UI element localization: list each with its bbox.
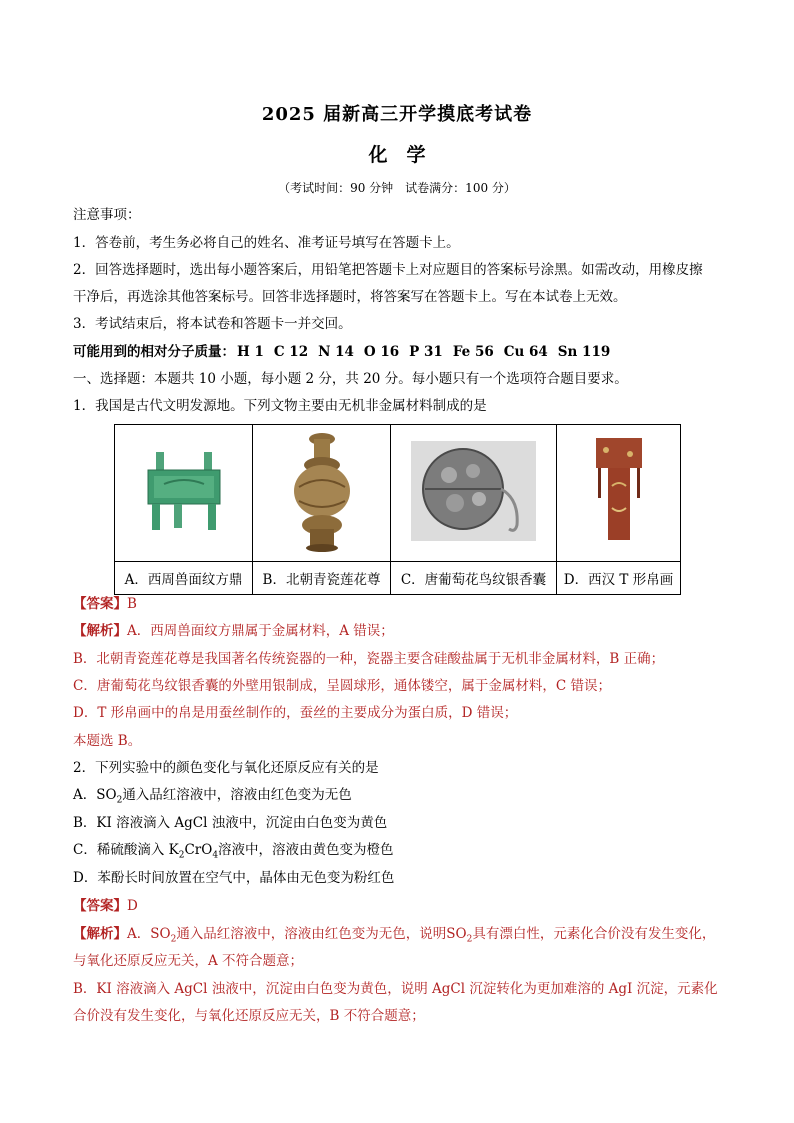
answer-line <box>73 594 137 614</box>
analysis-text: C．唐葡萄花鸟纹银香囊的外壁用银制成，呈圆球形，通体镂空，属于金属材料，C 错误； <box>73 678 611 694</box>
relic-cell <box>557 425 681 562</box>
analysis-text: 具有漂白性，元素化合价没有发生变化， <box>472 926 716 942</box>
notice-item: 1．答卷前，考生务必将自己的姓名、准考证号填写在答题卡上。 <box>73 235 460 251</box>
analysis-line <box>73 621 394 641</box>
mass-value: Fe 56 <box>452 344 494 360</box>
answer-line <box>73 896 138 916</box>
option-text: A． <box>73 787 97 803</box>
mass-value: Cu 64 <box>503 344 548 360</box>
question-1-stem: 1．我国是古代文明发源地。下列文物主要由无机非金属材料制成的是 <box>73 398 487 414</box>
mass-value: Sn 119 <box>557 344 611 360</box>
answer-value: D <box>127 898 138 914</box>
notice-item: 干净后，再选涂其他答案标号。回答非选择题时，将答案写在答题卡上。写在本试卷上无效。 <box>73 289 627 305</box>
q2-option-b: B．KI 溶液滴入 AgCl 浊液中，沉淀由白色变为黄色 <box>73 815 388 831</box>
formula: CrO <box>184 842 213 858</box>
q2-option-a <box>73 785 352 811</box>
answer-value: B <box>127 596 137 612</box>
q2-option-c <box>73 840 394 866</box>
formula: K <box>168 842 179 858</box>
masses-label: 可能用到的相对分子质量： <box>73 344 235 360</box>
option-text: C．稀硫酸滴入 <box>73 842 169 858</box>
relic-cell <box>391 425 557 562</box>
mass-value: O 16 <box>363 344 400 360</box>
answer-tag: 【答案】 <box>73 898 127 914</box>
porcelain-vase-icon <box>287 429 357 554</box>
relics-table <box>114 424 681 595</box>
mass-value: N 14 <box>318 344 354 360</box>
page-title: 2025 届新高三开学摸底考试卷 <box>261 104 533 125</box>
formula: SO <box>96 787 117 803</box>
analysis-tag: 【解析】 <box>73 623 127 639</box>
relic-cell <box>115 425 253 562</box>
subscript: 2 <box>178 850 185 861</box>
notice-heading: 注意事项： <box>73 207 141 223</box>
notice-item: 2．回答选择题时，选出每小题答案后，用铅笔把答题卡上对应题目的答案标号涂黑。如需改动，用橡皮擦 <box>73 262 703 278</box>
analysis-text: A．SO <box>127 926 171 942</box>
bronze-ding-icon <box>134 444 234 539</box>
analysis-text: B．KI 溶液滴入 AgCl 浊液中，沉淀由白色变为黄色，说明 AgCl 沉淀转化为更加难溶的 AgI 沉淀，元素化 <box>73 981 718 997</box>
subscript: 4 <box>212 850 219 861</box>
analysis-text: D．T 形帛画中的帛是用蚕丝制作的，蚕丝的主要成分为蛋白质，D 错误； <box>73 705 518 721</box>
silver-sachet-icon <box>411 441 536 541</box>
mass-value: H 1 <box>237 344 264 360</box>
question-2-stem: 2．下列实验中的颜色变化与氧化还原反应有关的是 <box>73 760 379 776</box>
subject-title: 化 学 <box>368 144 426 166</box>
atomic-masses <box>73 342 620 362</box>
analysis-text: 通入品红溶液中，溶液由红色变为无色，说明SO <box>176 926 467 942</box>
silk-painting-icon <box>594 436 644 546</box>
mass-value: C 12 <box>273 344 309 360</box>
time-info: （考试时间：90 分钟 试卷满分：100 分） <box>278 181 516 195</box>
analysis-tag: 【解析】 <box>73 926 127 942</box>
q2-option-d: D．苯酚长时间放置在空气中，晶体由无色变为粉红色 <box>73 870 395 886</box>
analysis-text: B．北朝青瓷莲花尊是我国著名传统瓷器的一种，瓷器主要含硅酸盐属于无机非金属材料，B 正确； <box>73 651 665 667</box>
section-heading: 一、选择题：本题共 10 小题，每小题 2 分，共 20 分。每小题只有一个选项符合题目要求。 <box>73 371 628 387</box>
option-a-label: A．西周兽面纹方鼎 <box>115 562 253 595</box>
option-d-label: D．西汉 T 形帛画 <box>557 562 681 595</box>
analysis-text: 与氧化还原反应无关，A 不符合题意； <box>73 953 304 969</box>
option-text: 通入品红溶液中，溶液由红色变为无色 <box>122 787 352 803</box>
mass-value: P 31 <box>409 344 443 360</box>
option-text: 溶液中，溶液由黄色变为橙色 <box>218 842 394 858</box>
analysis-text: A．西周兽面纹方鼎属于金属材料，A 错误； <box>127 623 394 639</box>
answer-tag: 【答案】 <box>73 596 127 612</box>
relic-cell <box>253 425 391 562</box>
notice-item: 3．考试结束后，将本试卷和答题卡一并交回。 <box>73 316 352 332</box>
analysis-text: 合价没有发生变化，与氧化还原反应无关，B 不符合题意； <box>73 1008 425 1024</box>
subscript: 2 <box>116 795 123 806</box>
option-c-label: C．唐葡萄花鸟纹银香囊 <box>391 562 557 595</box>
conclusion-text: 本题选 B。 <box>73 733 142 749</box>
analysis-line: 【解析】A．$SO_2$通入品红溶液中，溶液由红色变为无色，说明$SO_2$具有漂白性，元素化合价没有发生变化， <box>73 926 716 945</box>
option-b-label: B．北朝青瓷莲花尊 <box>253 562 391 595</box>
